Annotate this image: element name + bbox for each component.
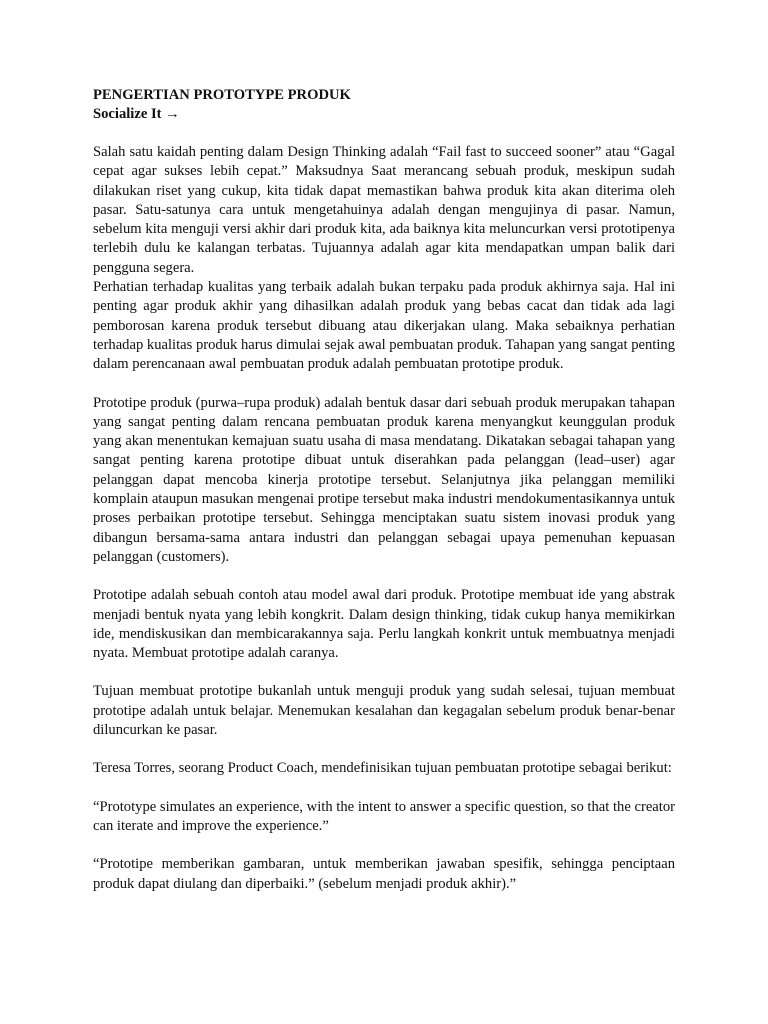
quote-indonesian: “Prototipe memberikan gambaran, untuk memberikan jawaban spesifik, sehingga penciptaan produk dapat diulang dan diperbaiki.” (sebelum menjadi produk akhir).” xyxy=(93,856,675,892)
quote-english: “Prototype simulates an experience, with the intent to answer a specific question, so that the creator can iterate and improve the experience.” xyxy=(93,798,675,834)
paragraph-prototype-purpose: Tujuan membuat prototipe bukanlah untuk menguji produk yang sudah selesai, tujuan membuat prototipe adalah untuk belajar. Menemukan kesalahan dan kegagalan sebelum produk benar-benar diluncurkan ke pasar. xyxy=(93,683,675,739)
document-subtitle: Socialize It → xyxy=(93,106,180,122)
paragraph-teresa-torres: Teresa Torres, seorang Product Coach, mendefinisikan tujuan pembuatan prototipe sebagai berikut: xyxy=(93,760,672,777)
paragraph-prototype-definition: Prototipe produk (purwa–rupa produk) adalah bentuk dasar dari sebuah produk merupakan tahapan yang sangat penting dalam rencana pembuatan produk karena menyangkut keunggulan produk yang akan menentukan kemajuan suatu usaha di masa mendatang. Dikatakan sebagai tahapan yang sangat penting karena prototipe dibuat untuk diserahkan pada pelanggan (lead–user) agar pelanggan dapat mencoba kinerja prototipe tersebut. Selanjutnya jika pelanggan memiliki komplain ataupun masukan mengenai protipe tersebut maka industri mendokumentasikannya untuk proses perbaikan prototipe tersebut. Sehingga menciptakan suatu sistem inovasi produk yang dibangun bersama-sama antara industri dan pelanggan sebagai upaya pemenuhan kepuasan pelanggan (customers). xyxy=(93,394,675,565)
paragraph-design-thinking: Salah satu kaidah penting dalam Design Thinking adalah “Fail fast to succeed sooner” atau “Gagal cepat agar sukses lebih cepat.” Maksudnya Saat merancang sebuah produk, meskipun sudah dilakukan riset yang cukup, kita tidak dapat memastikan bahwa produk kita akan diterima oleh pasar. Satu-satunya cara untuk mengetahuinya adalah dengan mengujinya di pasar. Namun, sebelum kita menguji versi akhir dari produk kita, ada baiknya kita meluncurkan versi prototipenya terlebih dulu ke kalangan terbatas. Tujuannya adalah agar kita mendapatkan umpan balik dari pengguna segera. xyxy=(93,144,675,276)
paragraph-quality: Perhatian terhadap kualitas yang terbaik adalah bukan terpaku pada produk akhirnya saja. Hal ini penting agar produk akhir yang dihasilkan adalah produk yang bebas cacat dan tidak ada lagi pemborosan karena produk tersebut dibuang atau dikerjakan ulang. Maka sebaiknya perhatian terhadap kualitas produk harus dimulai sejak awal pembuatan produk. Tahapan yang sangat penting dalam perencanaan awal pembuatan produk adalah pembuatan prototipe produk. xyxy=(93,279,675,373)
document-title: PENGERTIAN PROTOTYPE PRODUK xyxy=(93,87,351,103)
paragraph-prototype-model: Prototipe adalah sebuah contoh atau model awal dari produk. Prototipe membuat ide yang abstrak menjadi bentuk nyata yang lebih kongkrit. Dalam design thinking, tidak cukup hanya memikirkan ide, mendiskusikan dan membicarakannya saja. Perlu langkah konkrit untuk membuatnya menjadi nyata. Membuat prototipe adalah caranya. xyxy=(93,587,675,662)
